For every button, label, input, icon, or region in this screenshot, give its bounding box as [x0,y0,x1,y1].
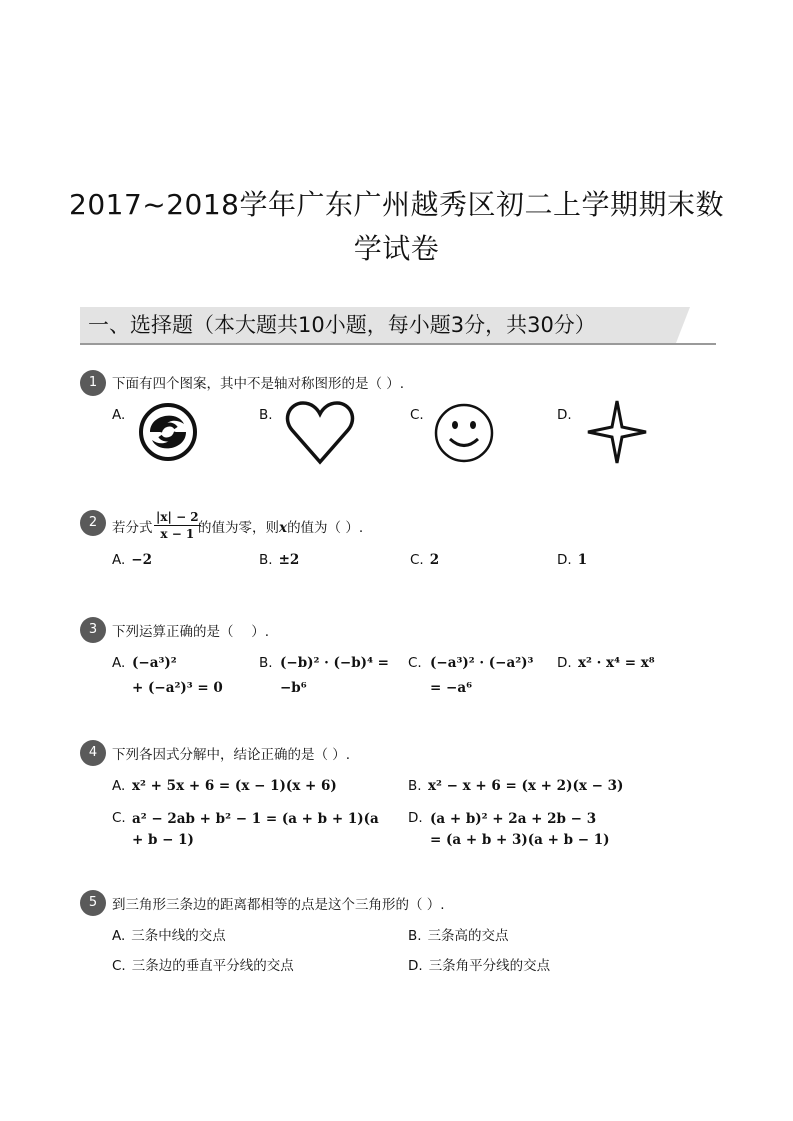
question-4-text: 下列各因式分解中，结论正确的是（ ）. [112,747,351,763]
q4-option-b-line-1: x² − x + 6 = (x + 2)(x − 3) [428,778,624,794]
q5-option-c-value: 三条边的垂直平分线的交点 [131,958,294,974]
q2-option-a [112,549,152,571]
q3-option-b-line-1: (−b)² · (−b)⁴ = [280,655,389,671]
q3-option-d-label: D. [557,655,572,671]
question-number-5: 5 [80,890,106,916]
q4-option-c-line-1: a² − 2ab + b² − 1 = (a + b + 1)(a [132,811,379,827]
q3-option-b-label: B. [259,655,273,671]
question-5-text: 到三角形三条边的距离都相等的点是这个三角形的（ ）. [112,897,445,913]
q2-option-c-value: 2 [429,552,440,568]
q3-option-d-line-1: x² · x⁴ = x⁸ [578,655,655,671]
question-number-1: 1 [80,370,106,396]
q5-option-a-value: 三条中线的交点 [131,928,226,944]
section-header [80,307,716,345]
question-2-variable: x [279,520,288,536]
title-line-2: 学试卷 [353,232,440,265]
fraction-denominator: x − 1 [160,527,195,541]
q4-option-a-line-1: x² + 5x + 6 = (x − 1)(x + 6) [132,778,337,794]
q5-option-b [408,925,509,947]
q3-option-c-label: C. [408,655,422,671]
q4-option-a-label: A. [112,778,126,794]
q4-option-c-line-2: + b − 1) [132,832,194,848]
section-header-tab-edge [676,307,690,343]
q1-option-c-label: C. [410,407,424,423]
q5-option-d [408,955,550,977]
q2-option-b-label: B. [259,552,273,568]
section-title: 一、选择题（本大题共10小题，每小题3分，共30分） [88,313,596,337]
q5-option-a [112,925,226,947]
q3-option-a-line-1: (−a³)² [132,655,177,671]
smiley-face-icon [433,402,495,464]
q5-option-b-value: 三条高的交点 [427,928,509,944]
q5-option-d-value: 三条角平分线的交点 [428,958,551,974]
title-line-1: 2017~2018学年广东广州越秀区初二上学期期末数 [69,188,724,221]
q2-option-c-label: C. [410,552,424,568]
q2-option-d-value: 1 [577,552,588,568]
q4-option-b-label: B. [408,778,422,794]
q2-option-c [410,549,439,571]
four-point-star-icon [585,398,649,466]
question-number-3: 3 [80,617,106,643]
q4-option-d-line-2: = (a + b + 3)(a + b − 1) [430,832,610,848]
q3-option-c-line-1: (−a³)² · (−a²)³ [430,655,534,671]
q3-option-b-line-2: −b⁶ [280,680,307,696]
fraction-numerator: |x| − 2 [156,510,199,524]
q4-option-d-line-1: (a + b)² + 2a + 2b − 3 [430,811,597,827]
question-2-text-start: 若分式 [112,520,153,536]
q2-option-b-value: ±2 [278,552,300,568]
q1-option-b-label: B. [259,407,273,423]
question-number-4: 4 [80,740,106,766]
q3-option-c-line-2: = −a⁶ [430,680,472,696]
question-2-text-middle [198,518,363,538]
q2-option-d [557,549,587,571]
question-2-fraction [154,509,201,542]
q2-option-d-label: D. [557,552,572,568]
question-1-text: 下面有四个图案，其中不是轴对称图形的是（ ）. [112,376,405,392]
question-2-text-post: 的值为零，则 [198,520,279,536]
q5-option-a-label: A. [112,928,126,944]
q2-option-a-value: −2 [131,552,153,568]
q5-option-b-label: B. [408,928,422,944]
heart-icon [284,400,356,466]
question-2-text-end: 的值为（ ）. [287,520,364,536]
q5-option-c-label: C. [112,958,126,974]
question-number-2: 2 [80,510,106,536]
q3-option-a-label: A. [112,655,126,671]
q1-option-a-label: A. [112,407,126,423]
q4-option-c-label: C. [112,810,126,826]
q2-option-b [259,549,299,571]
q1-option-d-label: D. [557,407,572,423]
q5-option-c [112,955,294,977]
q3-option-a-line-2: + (−a²)³ = 0 [132,680,223,696]
q5-option-d-label: D. [408,958,423,974]
document-title [60,183,733,271]
section-header-underline [80,343,716,345]
swirl-emblem-icon [138,402,198,462]
q4-option-d-label: D. [408,810,423,826]
q2-option-a-label: A. [112,552,126,568]
question-3-text: 下列运算正确的是（ ）. [112,624,270,640]
